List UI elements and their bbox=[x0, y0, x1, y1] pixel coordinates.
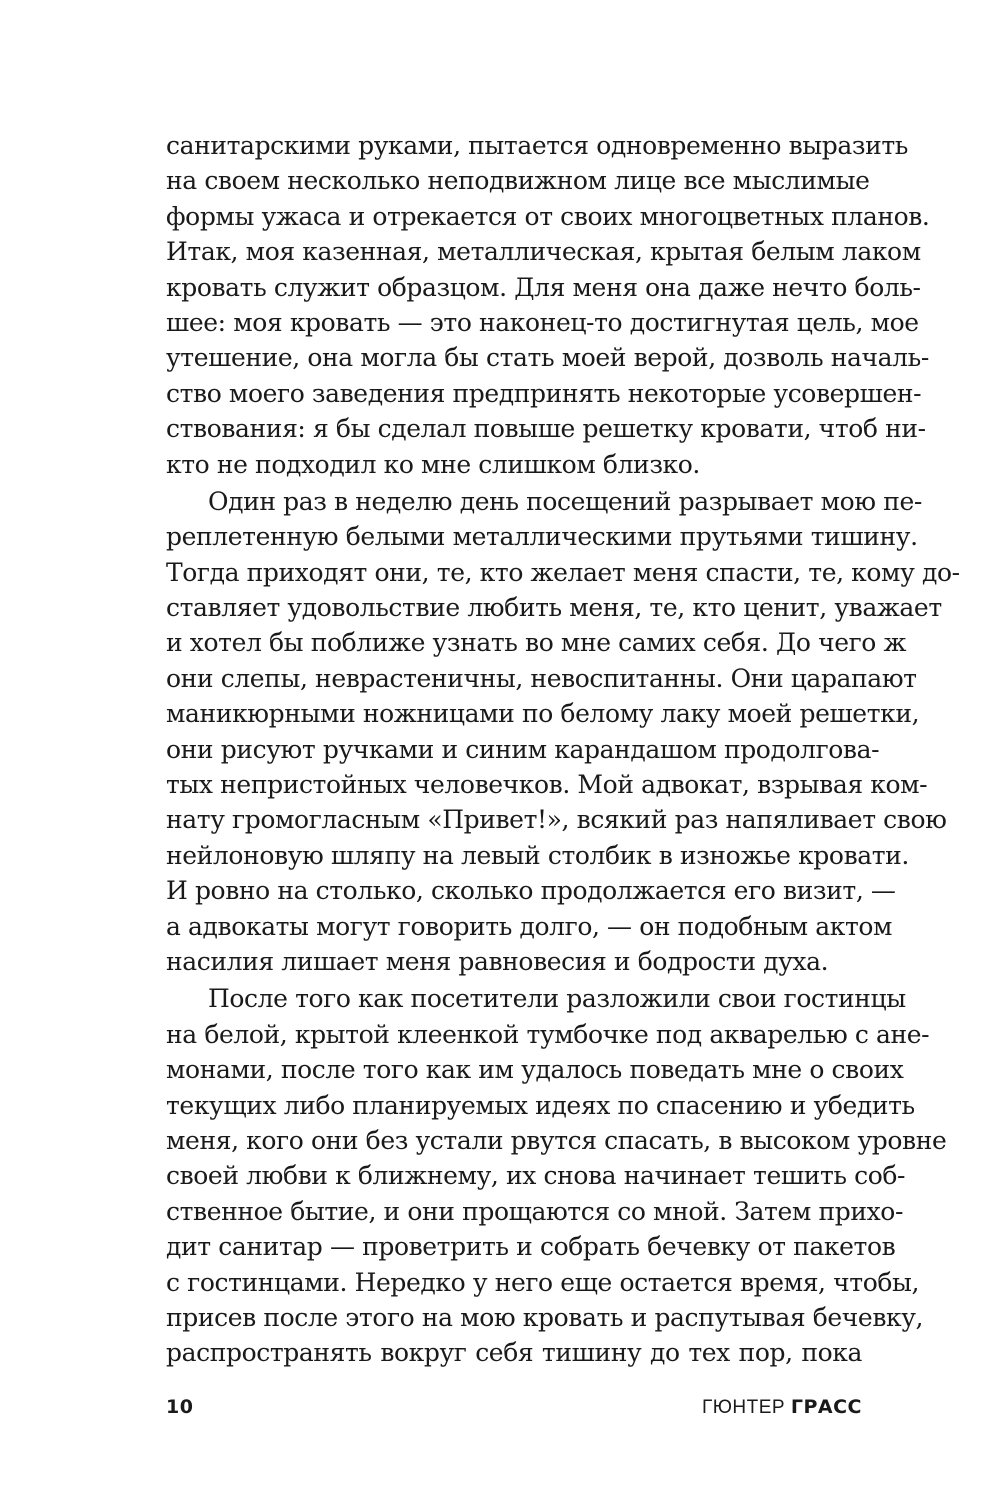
body-text bbox=[166, 128, 960, 1371]
text-line: формы ужаса и отрекается от своих многоцветных планов. bbox=[166, 201, 930, 231]
text-line: кто не подходил ко мне слишком близко. bbox=[166, 449, 700, 479]
paragraph-1 bbox=[166, 128, 930, 482]
text-line: маникюрными ножницами по белому лаку моей решетки, bbox=[166, 699, 920, 729]
paragraph-2 bbox=[166, 484, 960, 979]
text-line: своей любви к ближнему, их снова начинает тешить соб- bbox=[166, 1161, 906, 1191]
text-line: шее: моя кровать — это наконец-то достигнутая цель, мое bbox=[166, 307, 919, 337]
text-line: они рисуют ручками и синим карандашом продолгова- bbox=[166, 734, 880, 764]
text-line: меня, кого они без устали рвутся спасать, в высоком уровне bbox=[166, 1125, 947, 1155]
text-line: тых непристойных человечков. Мой адвокат, взрывая ком- bbox=[166, 770, 928, 800]
page-number: 10 bbox=[166, 1396, 194, 1418]
text-line: на белой, крытой клеенкой тумбочке под акварелью с ане- bbox=[166, 1019, 930, 1049]
text-line: распространять вокруг себя тишину до тех пор, пока bbox=[166, 1338, 862, 1368]
text-line: Итак, моя казенная, металлическая, крытая белым лаком bbox=[166, 237, 921, 267]
text-line: реплетенную белыми металлическими прутьями тишину. bbox=[166, 522, 918, 552]
text-line: нейлоновую шляпу на левый столбик в изножье кровати. bbox=[166, 840, 909, 870]
author-last-name: ГРАСС bbox=[790, 1396, 862, 1418]
text-line: с гостинцами. Нередко у него еще остается время, чтобы, bbox=[166, 1267, 920, 1297]
text-line: монами, после того как им удалось поведать мне о своих bbox=[166, 1055, 904, 1085]
text-line: на своем несколько неподвижном лице все мыслимые bbox=[166, 166, 870, 196]
text-line: ственное бытие, и они прощаются со мной. Затем прихо- bbox=[166, 1196, 904, 1226]
page-footer bbox=[166, 1396, 862, 1426]
text-line: текущих либо планируемых идеях по спасению и убедить bbox=[166, 1090, 915, 1120]
text-line: а адвокаты могут говорить долго, — он подобным актом bbox=[166, 911, 893, 941]
text-line: они слепы, неврастеничны, невоспитанны. Они царапают bbox=[166, 663, 917, 693]
text-line: ство моего заведения предпринять некоторые усовершен- bbox=[166, 378, 922, 408]
text-line: ставляет удовольствие любить меня, те, кто ценит, уважает bbox=[166, 593, 942, 623]
running-head bbox=[702, 1396, 862, 1419]
text-line: санитарскими руками, пытается одновременно выразить bbox=[166, 131, 909, 160]
text-line: нату громогласным «Привет!», всякий раз напяливает свою bbox=[166, 805, 947, 835]
text-line: утешение, она могла бы стать моей верой, дозволь началь- bbox=[166, 343, 929, 373]
text-line: После того как посетители разложили свои гостинцы bbox=[208, 984, 906, 1014]
text-line: Один раз в неделю день посещений разрывает мою пе- bbox=[208, 486, 922, 516]
text-line: И ровно на столько, сколько продолжается его визит, — bbox=[166, 876, 896, 906]
paragraph-3 bbox=[166, 981, 947, 1370]
text-line: кровать служит образцом. Для меня она даже нечто боль- bbox=[166, 272, 921, 302]
text-line: Тогда приходят они, те, кто желает меня спасти, те, кому до- bbox=[166, 557, 960, 587]
text-line: ствования: я бы сделал повыше решетку кровати, чтоб ни- bbox=[166, 414, 926, 444]
text-line: насилия лишает меня равновесия и бодрости духа. bbox=[166, 946, 829, 976]
text-line: присев после этого на мою кровать и распутывая бечевку, bbox=[166, 1302, 924, 1332]
author-first-name: ГЮНТЕР bbox=[701, 1397, 786, 1418]
text-line: и хотел бы поближе узнать во мне самих себя. До чего ж bbox=[166, 628, 907, 658]
text-line: дит санитар — проветрить и собрать бечевку от пакетов bbox=[166, 1232, 896, 1262]
